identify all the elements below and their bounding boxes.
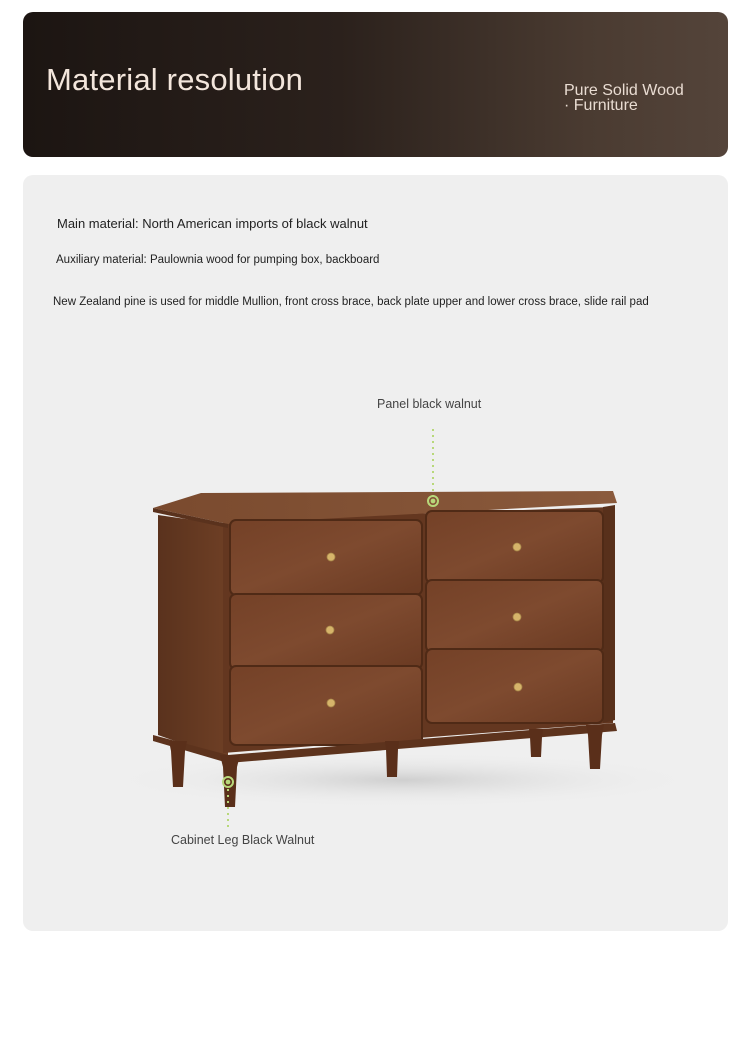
banner-subtitle-line1: Pure Solid Wood — [564, 82, 684, 99]
panel-callout-label: Panel black walnut — [377, 397, 482, 411]
material-card — [23, 175, 728, 931]
auxiliary-material-text: Auxiliary material: Paulownia wood for pumping box, backboard — [56, 254, 380, 266]
main-material-text: Main material: North American imports of black walnut — [57, 216, 368, 231]
page-title: Material resolution — [46, 62, 304, 97]
pine-material-text: New Zealand pine is used for middle Mullion, front cross brace, back plate upper and lower cross brace, slide rail pad — [53, 296, 649, 308]
leg-callout-label: Cabinet Leg Black Walnut — [171, 833, 315, 847]
dresser-illustration — [23, 175, 728, 931]
header-banner — [23, 12, 728, 157]
banner-subtitle-line2: · Furniture — [564, 97, 638, 114]
drawer-fronts — [230, 511, 603, 745]
